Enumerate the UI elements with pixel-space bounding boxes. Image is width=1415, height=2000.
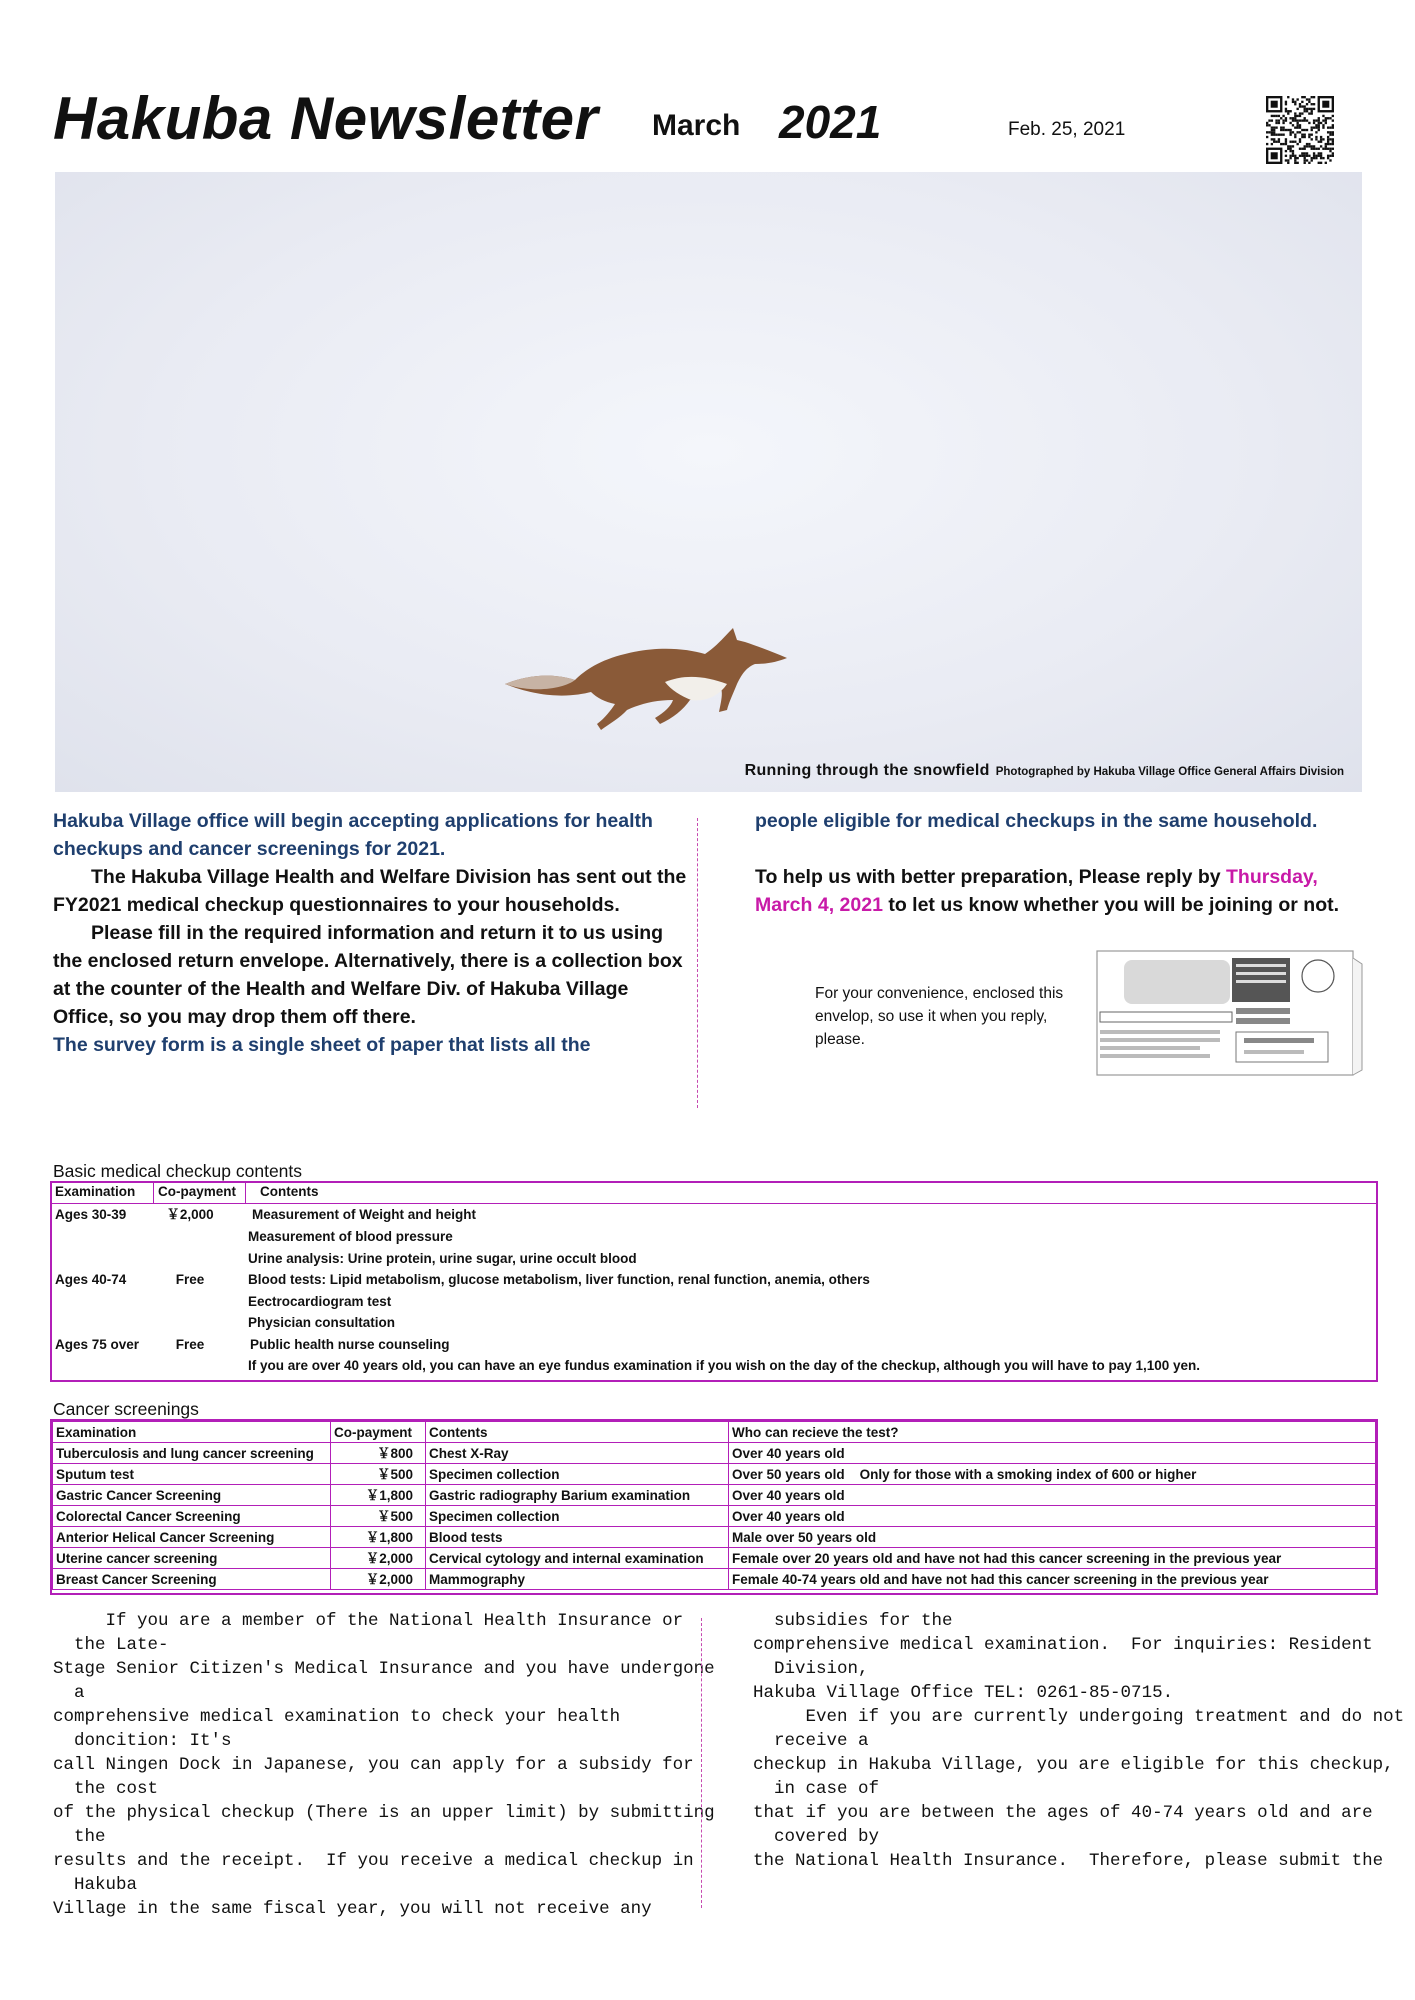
basic-table-title: Basic medical checkup contents [53, 1161, 303, 1181]
basic-checkup-table [50, 1181, 1378, 1382]
age-group: Ages 40-74 [55, 1272, 127, 1287]
checkup-item: Urine analysis: Urine protein, urine sugar, urine occult blood [248, 1251, 637, 1266]
checkup-item: Measurement of blood pressure [248, 1229, 453, 1244]
envelope-note: For your convenience, enclosed this envelop, so use it when you reply, please. [815, 985, 1064, 1048]
age-group: Ages 30-39 [55, 1207, 127, 1222]
eligibility: Over 40 years old [729, 1506, 1376, 1527]
exam-contents: Specimen collection [426, 1464, 729, 1485]
co-payment: ￥1,800 [331, 1527, 426, 1548]
column-divider [701, 1618, 702, 1908]
column-separator [153, 1183, 154, 1203]
exam-name: Uterine cancer screening [53, 1548, 331, 1569]
newsletter-title: Hakuba Newsletter [53, 85, 599, 152]
text-line: Hakuba [53, 1875, 138, 1895]
text-line: the Late- [53, 1635, 169, 1655]
article-paragraph: The survey form is a single sheet of paper that lists all the [53, 1034, 591, 1056]
cancer-table-title: Cancer screenings [53, 1399, 199, 1419]
column-header: Who can recieve the test? [729, 1422, 1376, 1443]
text-line: in case of [753, 1779, 880, 1799]
checkup-item: Eectrocardiogram test [248, 1294, 392, 1309]
eligibility: Female 40-74 years old and have not had this cancer screening in the previous year [729, 1569, 1376, 1590]
article-heading: Hakuba Village office will begin accepting applications for health checkups and cancer screenings for 2021. [53, 810, 653, 860]
cover-photo [55, 172, 1362, 792]
subsidy-text-left [53, 1609, 715, 1921]
cancer-table-grid [52, 1421, 1376, 1590]
exam-name: Gastric Cancer Screening [53, 1485, 331, 1506]
text-line: subsidies for the [753, 1611, 953, 1631]
exam-contents: Cervical cytology and internal examination [426, 1548, 729, 1569]
text-line: Stage Senior Citizen's Medical Insurance and you have undergone [53, 1659, 715, 1679]
exam-name: Tuberculosis and lung cancer screening [53, 1443, 331, 1464]
text-line: covered by [753, 1827, 880, 1847]
text-line: results and the receipt. If you receive a medical checkup in [53, 1851, 694, 1871]
caption-title: Running through the snowfield [744, 762, 990, 779]
fox-icon [505, 624, 795, 736]
text-line: call Ningen Dock in Japanese, you can apply for a subsidy for [53, 1755, 694, 1775]
age-group: Ages 75 over [55, 1337, 140, 1352]
text-line: a [53, 1683, 85, 1703]
co-payment: ￥2,000 [331, 1569, 426, 1590]
exam-contents: Gastric radiography Barium examination [426, 1485, 729, 1506]
column-header: Co-payment [158, 1184, 237, 1199]
eligibility: Male over 50 years old [729, 1527, 1376, 1548]
reply-request [755, 863, 1375, 919]
checkup-item: Measurement of Weight and height [252, 1207, 477, 1222]
co-payment: ￥500 [331, 1464, 426, 1485]
exam-name: Colorectal Cancer Screening [53, 1506, 331, 1527]
text-line: comprehensive medical examination. For inquiries: Resident [753, 1635, 1373, 1655]
table-row [53, 1569, 1376, 1590]
text-line: that if you are between the ages of 40-74 years old and are [753, 1803, 1373, 1823]
eligibility: Over 40 years old [729, 1443, 1376, 1464]
column-header: Co-payment [331, 1422, 426, 1443]
subsidy-text-right [753, 1609, 1404, 1873]
co-payment: Free [175, 1337, 205, 1352]
column-header: Contents [260, 1184, 319, 1199]
exam-contents: Specimen collection [426, 1506, 729, 1527]
column-divider [697, 818, 698, 1108]
text-line: Even if you are currently undergoing treatment and do not [753, 1707, 1405, 1727]
text-line: doncition: It's [53, 1731, 232, 1751]
article-paragraph: Please fill in the required information and return it to us using the enclosed return envelope. Alternatively, there is a collection box at the counter of the Health and Welfare Div. of Hakuba Village Office, so you may drop them off there. [53, 922, 683, 1028]
text-line: Division, [753, 1659, 869, 1679]
column-separator [245, 1183, 246, 1203]
co-payment: ￥2,000 [166, 1207, 214, 1222]
column-header: Examination [55, 1184, 136, 1199]
text-line: Hakuba Village Office TEL: 0261-85-0715. [753, 1683, 1174, 1703]
exam-name: Breast Cancer Screening [53, 1569, 331, 1590]
exam-name: Anterior Helical Cancer Screening [53, 1527, 331, 1548]
issue-month: March [652, 109, 741, 142]
table-row [53, 1464, 1376, 1485]
table-row [53, 1506, 1376, 1527]
envelope-icon [1096, 950, 1364, 1078]
eligibility: Over 50 years old Only for those with a smoking index of 600 or higher [729, 1464, 1376, 1485]
text-line: comprehensive medical examination to check your health [53, 1707, 621, 1727]
exam-contents: Chest X-Ray [426, 1443, 729, 1464]
text-line: If you are a member of the National Health Insurance or [53, 1611, 684, 1631]
table-row [53, 1527, 1376, 1548]
article-right-column [755, 807, 1375, 919]
checkup-item: Physician consultation [248, 1315, 396, 1330]
reply-deadline: Thursday, March 4, 2021 [755, 866, 1318, 916]
text-line: the National Health Insurance. Therefore, please submit the [753, 1851, 1384, 1871]
eye-exam-note: If you are over 40 years old, you can have an eye fundus examination if you wish on the day of the checkup, although you will have to pay 1,100 yen. [248, 1358, 1201, 1373]
co-payment: ￥500 [331, 1506, 426, 1527]
text-line: of the physical checkup (There is an upper limit) by submitting [53, 1803, 715, 1823]
text-line: checkup in Hakuba Village, you are eligible for this checkup, [753, 1755, 1394, 1775]
photo-caption [745, 762, 1344, 780]
reply-text: to let us know whether you will be joining or not. [882, 894, 1340, 916]
column-header: Examination [53, 1422, 331, 1443]
co-payment: ￥2,000 [331, 1548, 426, 1569]
cancer-screening-table [50, 1419, 1378, 1595]
eligibility: Over 40 years old [729, 1485, 1376, 1506]
article-paragraph: The Hakuba Village Health and Welfare Division has sent out the FY2021 medical checkup questionnaires to your households. [53, 866, 687, 916]
table-header-row [53, 1422, 1376, 1443]
co-payment: ￥800 [331, 1443, 426, 1464]
table-row [53, 1548, 1376, 1569]
column-header: Contents [426, 1422, 729, 1443]
issue-year: 2021 [779, 96, 882, 148]
basic-table-header [52, 1183, 1376, 1204]
exam-name: Sputum test [53, 1464, 331, 1485]
exam-contents: Blood tests [426, 1527, 729, 1548]
issue-date: Feb. 25, 2021 [1008, 119, 1126, 140]
text-line: Village in the same fiscal year, you will not receive any [53, 1899, 652, 1919]
co-payment: ￥1,800 [331, 1485, 426, 1506]
caption-credit: Photographed by Hakuba Village Office General Affairs Division [995, 766, 1344, 778]
reply-text: To help us with better preparation, Please reply by [755, 866, 1226, 888]
text-line: the [53, 1827, 106, 1847]
text-line: the cost [53, 1779, 159, 1799]
checkup-item: Blood tests: Lipid metabolism, glucose metabolism, liver function, renal function, anemia, others [248, 1272, 870, 1287]
table-row [53, 1485, 1376, 1506]
article-left-column [53, 807, 693, 1059]
eligibility: Female over 20 years old and have not had this cancer screening in the previous year [729, 1548, 1376, 1569]
exam-contents: Mammography [426, 1569, 729, 1590]
text-line: receive a [753, 1731, 869, 1751]
qr-code-icon [1266, 96, 1334, 164]
article-paragraph: people eligible for medical checkups in the same household. [755, 810, 1318, 832]
table-row [53, 1443, 1376, 1464]
checkup-item: Public health nurse counseling [250, 1337, 450, 1352]
co-payment: Free [175, 1272, 205, 1287]
